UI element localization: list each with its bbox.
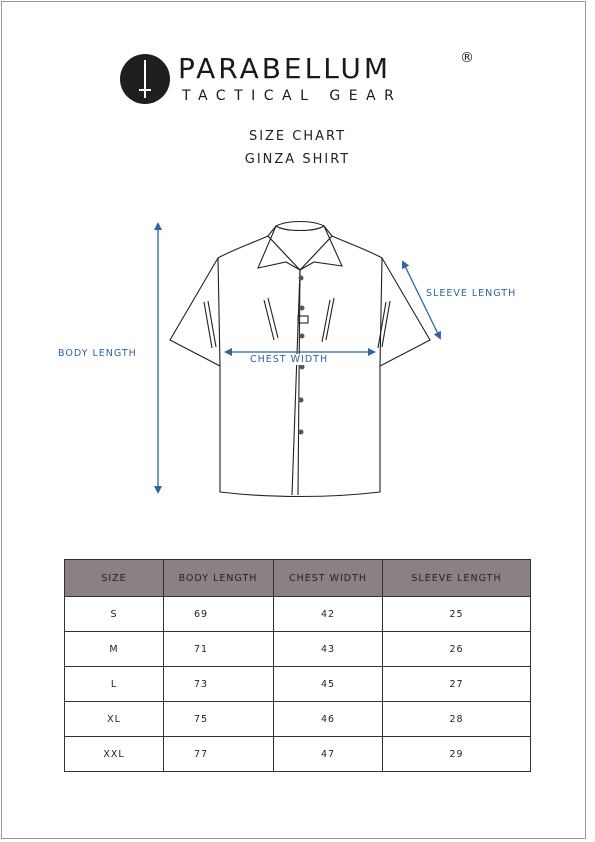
cell-chest-width: 47	[274, 737, 383, 772]
cell-sleeve-length: 25	[383, 597, 531, 632]
header-sleeve-length: SLEEVE LENGTH	[383, 560, 531, 597]
cell-size: M	[65, 632, 164, 667]
cell-size: S	[65, 597, 164, 632]
cell-chest-width: 46	[274, 702, 383, 737]
cell-sleeve-length: 29	[383, 737, 531, 772]
brand-logo	[120, 48, 490, 110]
body-length-label: BODY LENGTH	[58, 348, 137, 359]
table-header-row	[65, 560, 531, 597]
cell-body-length: 75	[164, 702, 274, 737]
cell-chest-width: 45	[274, 667, 383, 702]
chest-width-label: CHEST WIDTH	[250, 354, 329, 365]
cell-chest-width: 42	[274, 597, 383, 632]
registered-mark: ®	[460, 50, 474, 66]
cell-body-length: 73	[164, 667, 274, 702]
cell-body-length: 77	[164, 737, 274, 772]
cell-sleeve-length: 27	[383, 667, 531, 702]
brand-tagline: TACTICAL GEAR	[182, 88, 403, 104]
brand-name: PARABELLUM	[178, 52, 392, 85]
cell-sleeve-length: 26	[383, 632, 531, 667]
cell-size: XXL	[65, 737, 164, 772]
size-chart-title: SIZE CHART	[248, 129, 347, 144]
cell-sleeve-length: 28	[383, 702, 531, 737]
cell-chest-width: 43	[274, 632, 383, 667]
logo-emblem-icon	[120, 54, 170, 104]
header-chest-width: CHEST WIDTH	[274, 560, 383, 597]
cell-size: L	[65, 667, 164, 702]
header-size: SIZE	[65, 560, 164, 597]
header-body-length: BODY LENGTH	[164, 560, 274, 597]
cell-size: XL	[65, 702, 164, 737]
table-row	[65, 702, 531, 737]
table-row	[65, 632, 531, 667]
cell-body-length: 71	[164, 632, 274, 667]
sleeve-length-label: SLEEVE LENGTH	[426, 288, 517, 299]
table-row	[65, 597, 531, 632]
table-row	[65, 667, 531, 702]
cell-body-length: 69	[164, 597, 274, 632]
size-table	[64, 559, 531, 772]
product-title: GINZA SHIRT	[244, 152, 351, 167]
table-row	[65, 737, 531, 772]
